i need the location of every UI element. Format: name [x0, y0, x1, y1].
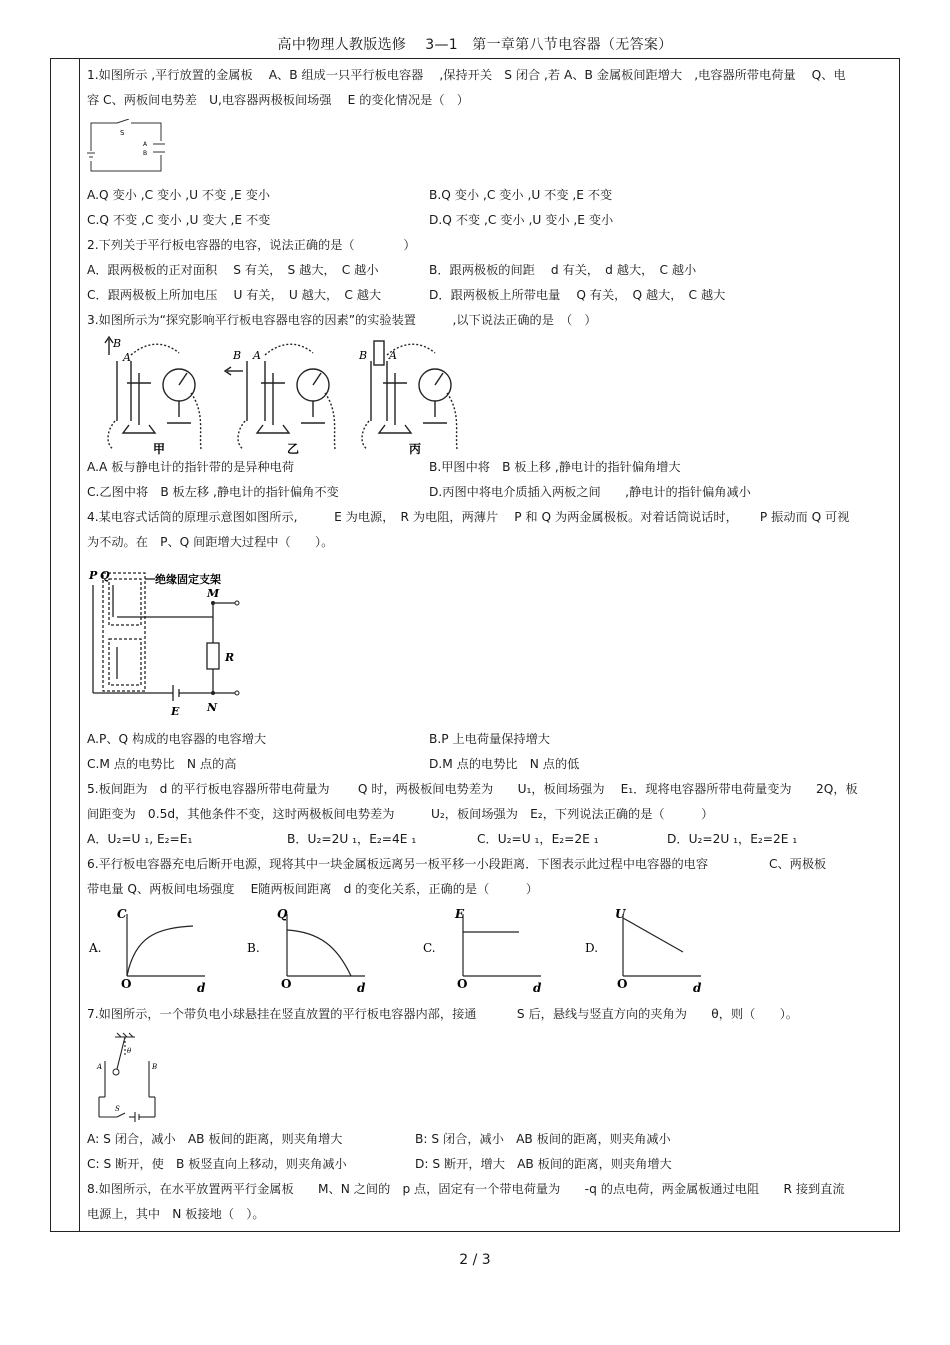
- q7-options-row1: [87, 1127, 895, 1152]
- q6-graph-d-origin: O: [617, 977, 628, 991]
- q6-graph-c-xlabel: d: [533, 981, 542, 995]
- q3-plate-b-label-3: B: [359, 349, 368, 362]
- q6-graph-b-origin: O: [281, 977, 292, 991]
- q1-stem-line1: 1.如图所示 ,平行放置的金属板 A、B 组成一只平行板电容器 ,保持开关 S 闭合 ,若 A、B 金属板间距增大 ,电容器所带电荷量 Q、电: [87, 68, 846, 82]
- q7-option-b[interactable]: B: S 闭合，减小 AB 板间的距离，则夹角减小: [415, 1132, 671, 1146]
- q4-stem-line2: 为不动。在 P、Q 间距增大过程中（ ）。: [87, 535, 334, 549]
- q6-stem-line1: 6.平行板电容器充电后断开电源，现将其中一块金属板远离另一板平移一小段距离．下图表示此过程中电容器的电容 C、两极板: [87, 857, 827, 871]
- q6-graph-a-xlabel: d: [197, 981, 206, 995]
- q3-option-c[interactable]: C.乙图中将 B 板左移 ,静电计的指针偏角不变: [87, 485, 339, 499]
- q4-point-n-label: N: [207, 701, 218, 714]
- question-table: [50, 58, 900, 1232]
- q7-plate-b-label: B: [152, 1063, 158, 1071]
- q6-graph-a-ylabel: C: [117, 907, 127, 921]
- q4-resistor-label: R: [225, 651, 235, 664]
- q2-options-row2: [87, 283, 895, 308]
- q6-graphs: [87, 906, 895, 1002]
- q4-options-row1: [87, 727, 895, 752]
- q3-label-yi: 乙: [287, 442, 300, 455]
- q5-stem-line1: 5.板间距为 d 的平行板电容器所带电荷量为 Q 时，两极板间电势差为 U₁，板间场强为 E₁．现将电容器所带电荷量变为 2Q，板: [87, 782, 858, 796]
- q5-option-b[interactable]: B．U₂=2U ₁，E₂=4E ₁: [287, 832, 417, 846]
- q7-options-row2: [87, 1152, 895, 1177]
- q8-stem-line1: 8.如图所示，在水平放置两平行金属板 M、N 之间的 p 点，固定有一个带电荷量为 -q 的点电荷，两金属板通过电阻 R 接到直流: [87, 1182, 845, 1196]
- q5-option-c[interactable]: C．U₂=U ₁，E₂=2E ₁: [477, 832, 599, 846]
- q3-option-b[interactable]: B.甲图中将 B 板上移 ,静电计的指针偏角增大: [429, 460, 681, 474]
- page-header: 高中物理人教版选修 3—1 第一章第八节电容器（无答案）: [277, 37, 673, 53]
- q2-option-c[interactable]: C．跟两极板上所加电压 U 有关， U 越大， C 越大: [87, 288, 382, 302]
- q6-graph-c-origin: O: [457, 977, 468, 991]
- q3-plate-b-label-2: B: [233, 349, 242, 362]
- q8-stem-line2: 电源上，其中 N 板接地（ ）。: [87, 1207, 265, 1221]
- q4-microphone-figure: [87, 555, 895, 727]
- q1-option-c[interactable]: C.Q 不变 ,C 变小 ,U 变大 ,E 不变: [87, 213, 271, 227]
- q1-circuit-figure: [87, 119, 895, 179]
- q1-stem-line2: 容 C、两板间电势差 U,电容器两极板间场强 E 的变化情况是（ ）: [87, 93, 469, 107]
- q5-option-a[interactable]: A．U₂=U ₁, E₂=E₁: [87, 832, 193, 846]
- q7-angle-label: θ: [127, 1047, 132, 1055]
- q1-option-a[interactable]: A.Q 变小 ,C 变小 ,U 不变 ,E 变小: [87, 188, 270, 202]
- q7-switch-label: S: [115, 1105, 120, 1113]
- q4-option-a[interactable]: A.P、Q 构成的电容器的电容增大: [87, 732, 267, 746]
- q4-options-row2: [87, 752, 895, 777]
- table-divider: [79, 59, 80, 1231]
- q1-plate-b-label: B: [143, 150, 148, 157]
- q7-option-a[interactable]: A: S 闭合，减小 AB 板间的距离，则夹角增大: [87, 1132, 343, 1146]
- q3-stem: 3.如图所示为“探究影响平行板电容器电容的因素”的实验装置 ,以下说法正确的是 （ ）: [87, 313, 597, 327]
- q6-graph-b-xlabel: d: [357, 981, 366, 995]
- q3-options-row1: [87, 455, 895, 480]
- q5-option-d[interactable]: D．U₂=2U ₁，E₂=2E ₁: [667, 832, 798, 846]
- q1-options-row1: [87, 183, 895, 208]
- q1-option-d[interactable]: D.Q 不变 ,C 变小 ,U 变小 ,E 变小: [429, 213, 614, 227]
- q3-option-a[interactable]: A.A 板与静电计的指针带的是异种电荷: [87, 460, 295, 474]
- q3-label-jia: 甲: [153, 442, 166, 455]
- q6-graph-d-letter: D.: [585, 941, 599, 955]
- q7-stem: 7.如图所示，一个带负电小球悬挂在竖直放置的平行板电容器内部，接通 S 后，悬线与竖直方向的夹角为 θ，则（ ）。: [87, 1007, 798, 1021]
- q4-stem-line1: 4.某电容式话筒的原理示意图如图所示, E 为电源， R 为电阻，两薄片 P 和 Q 为两金属极板。对着话筒说话时， P 振动而 Q 可视: [87, 510, 850, 524]
- q2-option-a[interactable]: A．跟两极板的正对面积 S 有关， S 越大， C 越小: [87, 263, 379, 277]
- q4-source-e-label: E: [171, 705, 180, 718]
- q1-switch-label: S: [120, 129, 125, 137]
- q7-plate-a-label: A: [97, 1063, 103, 1071]
- q3-plate-b-label-1: B: [113, 337, 122, 350]
- q4-option-c[interactable]: C.M 点的电势比 N 点的高: [87, 757, 237, 771]
- q6-graph-a-origin: O: [121, 977, 132, 991]
- q6-graph-d-ylabel: U: [615, 907, 626, 921]
- q2-stem: 2.下列关于平行板电容器的电容，说法正确的是（ ）: [87, 238, 416, 252]
- q5-options: [87, 827, 895, 852]
- q3-options-row2: [87, 480, 895, 505]
- q4-option-d[interactable]: D.M 点的电势比 N 点的低: [429, 757, 580, 771]
- q4-plate-p-label: P: [89, 569, 98, 582]
- q6-graph-b-letter: B.: [247, 941, 260, 955]
- q3-plate-a-label-1: A: [123, 351, 131, 364]
- q5-stem-line2: 间距变为 0.5d，其他条件不变，这时两极板间电势差为 U₂，板间场强为 E₂，下列说法正确的是（ ）: [87, 807, 714, 821]
- q7-option-d[interactable]: D: S 断开，增大 AB 板间的距离，则夹角增大: [415, 1157, 672, 1171]
- q1-plate-a-label: A: [143, 141, 148, 148]
- q4-option-b[interactable]: B.P 上电荷量保持增大: [429, 732, 550, 746]
- q6-graph-d-xlabel: d: [693, 981, 702, 995]
- q6-graph-c-ylabel: E: [455, 907, 465, 921]
- q2-options-row1: [87, 258, 895, 283]
- q1-options-row2: [87, 208, 895, 233]
- q3-plate-a-label-3: A: [389, 349, 397, 362]
- q4-point-m-label: M: [207, 587, 220, 600]
- q3-plate-a-label-2: A: [253, 349, 261, 362]
- q2-option-d[interactable]: D．跟两极板上所带电量 Q 有关， Q 越大， C 越大: [429, 288, 726, 302]
- q6-graph-b-ylabel: Q: [277, 907, 288, 921]
- q7-option-c[interactable]: C: S 断开，使 B 板竖直向上移动，则夹角减小: [87, 1157, 347, 1171]
- q2-option-b[interactable]: B．跟两极板的间距 d 有关， d 越大， C 越小: [429, 263, 697, 277]
- q4-plate-q-label: Q: [100, 569, 110, 582]
- question-content: [87, 63, 895, 1227]
- page-number: 2 / 3: [459, 1252, 491, 1268]
- q3-electroscope-figure: [87, 333, 895, 455]
- q7-pendulum-figure: [87, 1031, 895, 1127]
- q3-option-d[interactable]: D.丙图中将电介质插入两板之间 ,静电计的指针偏角减小: [429, 485, 751, 499]
- q6-graph-a-letter: A.: [89, 941, 102, 955]
- q6-stem-line2: 带电量 Q、两板间电场强度 E随两板间距离 d 的变化关系，正确的是（ ）: [87, 882, 539, 896]
- q3-label-bing: 丙: [409, 442, 422, 455]
- q4-support-label: 绝缘固定支架: [155, 573, 221, 586]
- q6-graph-c-letter: C.: [423, 941, 436, 955]
- q1-option-b[interactable]: B.Q 变小 ,C 变小 ,U 不变 ,E 不变: [429, 188, 613, 202]
